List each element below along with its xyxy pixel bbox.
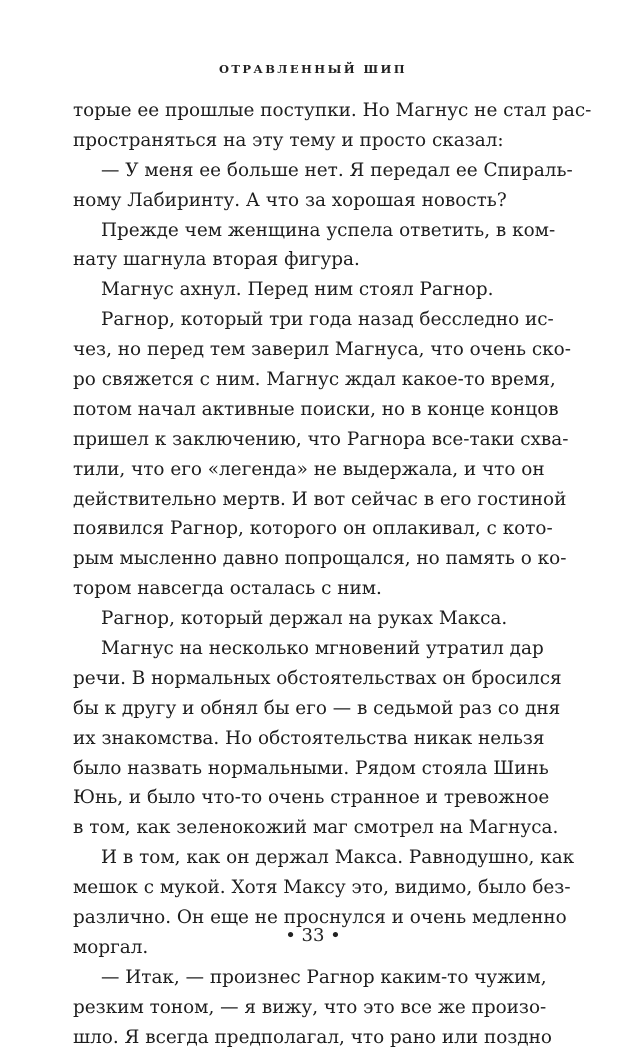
text-line: в том, как зеленокожий маг смотрел на Магнуса. [73,817,559,839]
text-line: потом начал активные поиски, но в конце концов [73,398,559,420]
text-line: появился Рагнор, которого он оплакивал, с кото- [73,518,553,540]
text-line: чез, но перед тем заверил Магнуса, что очень ско- [73,339,571,361]
text-line: Рагнор, который держал на руках Макса. [101,608,508,630]
text-line: Рагнор, который три года назад бесследно ис- [101,309,554,331]
text-line: рым мысленно давно попрощался, но память о ко- [73,548,567,570]
text-line: резким тоном, — я вижу, что это все же произо- [73,996,547,1018]
body-text [73,96,592,1053]
text-line: пришел к заключению, что Рагнора все-таки схва- [73,428,569,450]
text-line: тором навсегда осталась с ним. [73,578,382,600]
text-line: Юнь, и было что-то очень странное и тревожное [73,787,550,809]
text-line: — У меня ее больше нет. Я передал ее Спираль- [101,159,573,181]
text-line: нату шагнула вторая фигура. [73,249,360,271]
text-line: Магнус ахнул. Перед ним стоял Рагнор. [101,279,494,301]
running-head: ОТРАВЛЕННЫЙ ШИП [219,62,407,76]
text-line: торые ее прошлые поступки. Но Магнус не стал рас- [73,100,592,121]
text-line: речи. В нормальных обстоятельствах он бросился [73,667,562,689]
text-line: моргал. [73,936,149,958]
page-number: • 33 • [285,925,341,946]
text-line: шло. Я всегда предполагал, что рано или поздно [73,1026,552,1048]
text-line: пространяться на эту тему и просто сказал: [73,129,504,151]
text-line: Прежде чем женщина успела ответить, в ком- [101,219,556,241]
text-line: ро свяжется с ним. Магнус ждал какое-то время, [73,369,556,391]
text-line: мешок с мукой. Хотя Максу это, видимо, было без- [73,877,571,899]
text-line: Магнус на несколько мгновений утратил дар [101,638,544,660]
text-line: бы к другу и обнял бы его — в седьмой раз со дня [73,697,561,719]
text-line: тили, что его «легенда» не выдержала, и что он [73,458,545,480]
text-line: различно. Он еще не проснулся и очень медленно [73,907,567,929]
text-line: их знакомства. Но обстоятельства никак нельзя [73,727,545,749]
text-line: было назвать нормальными. Рядом стояла Шинь [73,757,549,779]
text-line: ному Лабиринту. А что за хорошая новость? [73,189,507,211]
text-line: действительно мертв. И вот сейчас в его гостиной [73,488,567,510]
text-line: И в том, как он держал Макса. Равнодушно, как [101,847,575,869]
text-line: — Итак, — произнес Рагнор каким-то чужим, [101,966,547,988]
